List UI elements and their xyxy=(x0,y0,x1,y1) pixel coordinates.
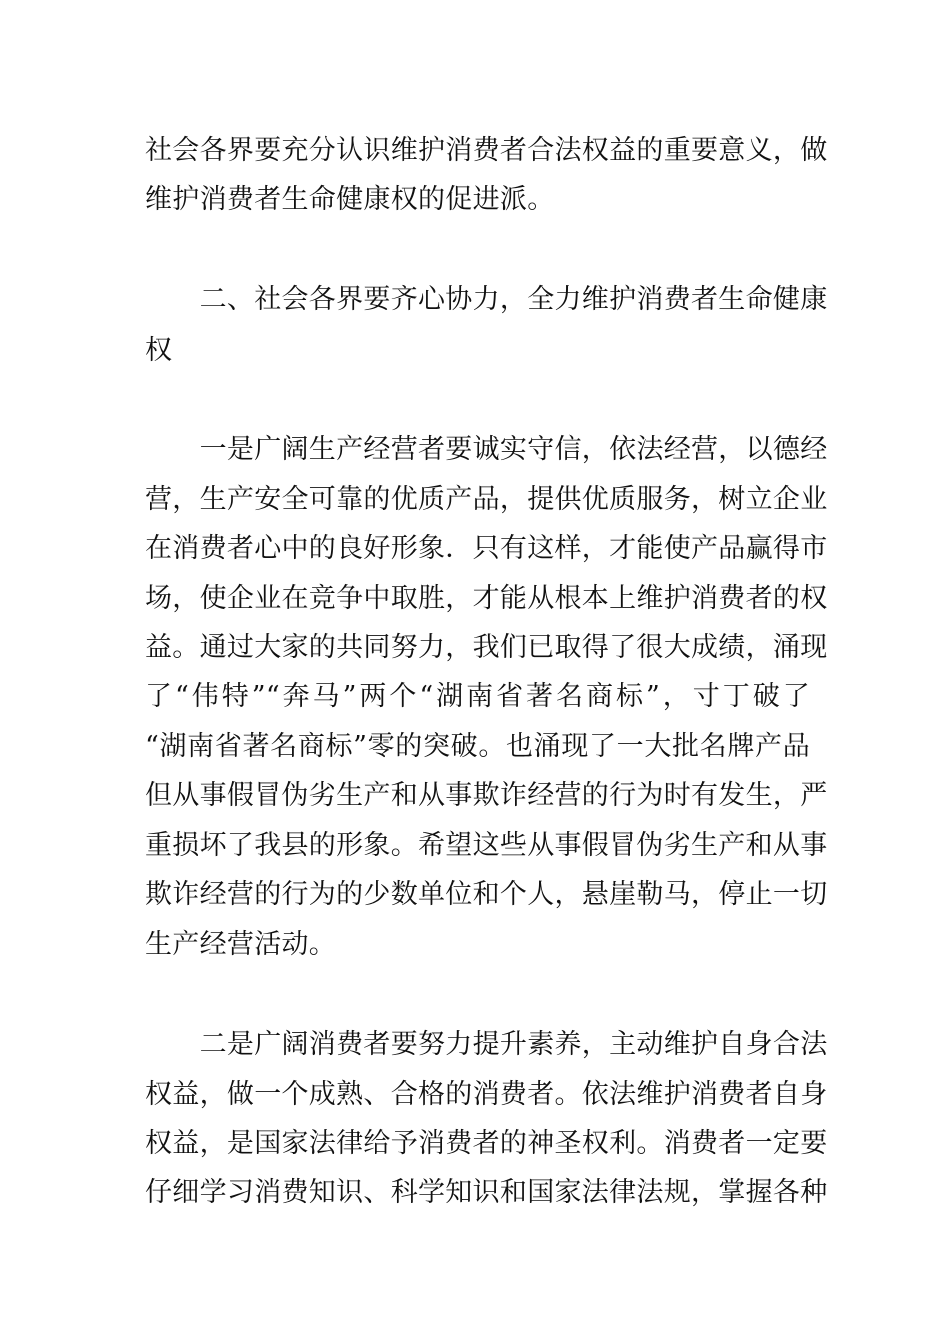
text-line: 场，使企业在竞争中取胜，才能从根本上维护消费者的权 xyxy=(145,583,828,614)
text-line: 在消费者心中的良好形象．只有这样，才能使产品赢得市 xyxy=(145,533,828,564)
text-line: 了“伟特”“奔马”两个“湖南省著名商标”，寸丁破了 xyxy=(145,681,810,712)
text-line: 二是广阔消费者要努力提升素养，主动维护自身合法 xyxy=(145,1029,828,1060)
text-line: 权益，做一个成熟、合格的消费者。依法维护消费者自身 xyxy=(145,1079,828,1110)
text-line: “湖南省著名商标”零的突破。也涌现了一大批名牌产品 xyxy=(145,731,810,762)
text-line: 益。通过大家的共同努力，我们已取得了很大成绩，涌现 xyxy=(145,632,828,663)
text-line: 维护消费者生命健康权的促进派。 xyxy=(145,184,555,215)
text-line: 但从事假冒伪劣生产和从事欺诈经营的行为时有发生，严 xyxy=(145,780,828,811)
text-line: 欺诈经营的行为的少数单位和个人，悬崖勒马，停止一切 xyxy=(145,879,828,910)
text-line: 营，生产安全可靠的优质产品，提供优质服务，树立企业 xyxy=(145,484,828,515)
text-line: 重损坏了我县的形象。希望这些从事假冒伪劣生产和从事 xyxy=(145,830,828,861)
text-line: 生产经营活动。 xyxy=(145,929,337,960)
text-line: 仔细学习消费知识、科学知识和国家法律法规，掌握各种 xyxy=(145,1177,828,1208)
text-line: 权益，是国家法律给予消费者的神圣权利。消费者一定要 xyxy=(145,1128,828,1159)
section-heading-line: 权 xyxy=(145,335,173,366)
text-line: 社会各界要充分认识维护消费者合法权益的重要意义，做 xyxy=(145,135,828,166)
section-heading-line: 二、社会各界要齐心协力，全力维护消费者生命健康 xyxy=(145,284,828,315)
text-line: 一是广阔生产经营者要诚实守信，依法经营，以德经 xyxy=(145,434,828,465)
